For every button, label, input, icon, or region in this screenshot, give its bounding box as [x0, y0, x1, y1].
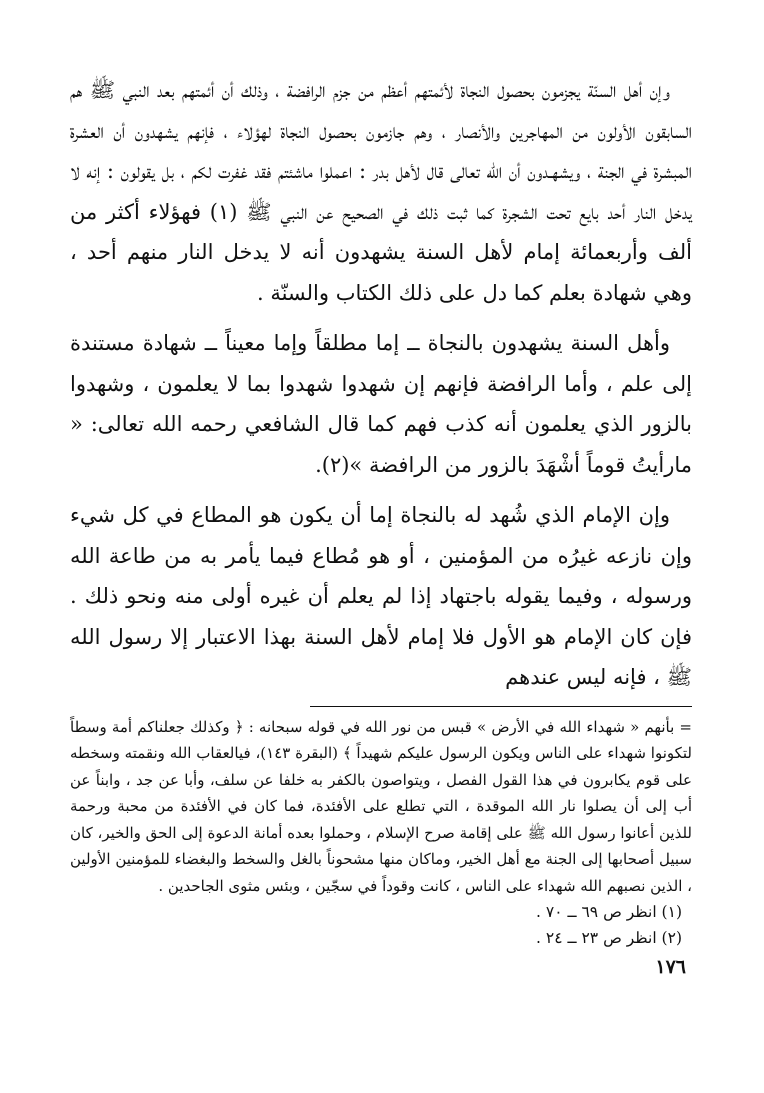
page-number: ١٧٦	[655, 956, 686, 978]
paragraph-2: وأهل السنة يشهدون بالنجاة ــ إما مطلقاً وإما معيناً ــ شهادة مستندة إلى علم ، وأما الرافضة فإنهم إن شهدوا شهدوا بما لا يعلمون ، وشهدوا بالزور الذي يعلمون أنه كذب فهم كما قال الشافعي رحمه الله تعالى: « مارأيتُ قوماً أشْهَدَ بالزور من الرافضة »(٢).	[70, 331, 692, 477]
separator-line	[310, 706, 692, 707]
footnote-separator	[70, 698, 692, 714]
book-page	[70, 70, 692, 1070]
footnote-continuation: = بأنهم « شهداء الله في الأرض » قبس من نور الله في قوله سبحانه : ﴿ وكذلك جعلناكم أمة وسطاً لتكونوا شهداء على الناس ويكون الرسول عليكم شهيداً ﴾ (البقرة ١٤٣)، فيالعقاب الله ونقمته وسخطه على قوم يكابرون في هذا القول الفصل ، ويتواصون بالكفر به خلفا عن سلف، وأبا عن جد ، وابناً عن أب إلى أن يصلوا نار الله الموقدة ، التي تطلع على الأفئدة، فما كان في الأفئدة من محبة ورحمة للذين أعانوا رسول الله ﷺ على إقامة صرح الإسلام ، وحملوا بعده أمانة الدعوة إلى الحق والخير، كان سبيل أصحابها إلى الجنة مع أهل الخير، وماكان منها مشحوناً بالغل والسخط والبغضاء للمؤمنين الأولين ، الذين نصبهم الله شهداء على الناس ، كانت وقوداً في سجّين ، وبئس مثوى الجاحدين .	[70, 717, 692, 895]
footnote-2: (٢) انظر ص ٢٣ ــ ٢٤ .	[536, 929, 682, 947]
paragraph-3: وإن الإمام الذي شُهد له بالنجاة إما أن يكون هو المطاع في كل شيء وإن نازعه غيرُه من المؤمنين ، أو هو مُطاع فيما يأمر به من طاعة الله ورسوله ، وفيما يقوله باجتهاد إذا لم يعلم أن غيره أولى منه ونحو ذلك . فإن كان الإمام هو الأول فلا إمام لأهل السنة بهذا الاعتبار إلا رسول الله ﷺ ، فإنه ليس عندهم	[70, 503, 692, 689]
paragraph-1: وإن أهل السنّة يجزمون بحصول النجاة لأئمتهم أعظم من جزم الرافضة ، وذلك أن أئمتهم بعد النبي ﷺ هم السابقون الأولون من المهاجرين والأنصار ، وهم جازمون بحصول النجاة لهؤلاء ، فإنهم يشهدون أن العشرة المبشرة في الجنة ، ويشهـدون أن الله تعالى قال لأهل بدر : اعملوا ماشئتم فقد غفرت لكم ، بل يقولون : إنه لا يدخل النار أحد بايع تحت الشجرة كما ثبت ذلك في الصحيح عن النبي ﷺ (١) فهؤلاء أكثر من ألف وأربعمائة إمام لأهل السنة يشهدون أنه لا يدخل النار منهم أحد ، وهي شهادة بعلم كما دل على ذلك الكتاب والسنّة .	[70, 78, 692, 305]
footnote-1: (١) انظر ص ٦٩ ــ ٧٠ .	[536, 903, 682, 921]
